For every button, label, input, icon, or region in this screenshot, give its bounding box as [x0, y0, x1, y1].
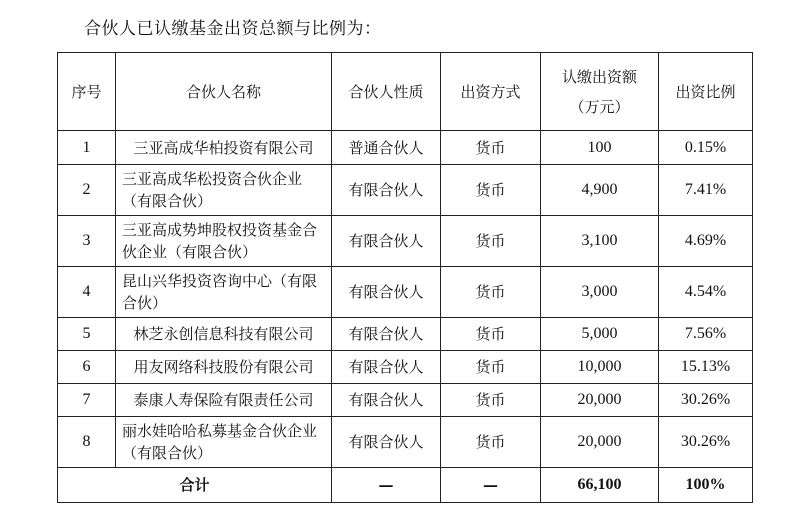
- total-method: —: [441, 468, 541, 503]
- row-amount: 3,000: [541, 267, 659, 318]
- row-method: 货币: [441, 267, 541, 318]
- row-amount: 20,000: [541, 384, 659, 417]
- partner-contribution-table: [57, 52, 753, 503]
- row-partner-name: 泰康人寿保险有限责任公司: [116, 384, 332, 417]
- row-nature: 有限合伙人: [332, 216, 441, 267]
- row-method: 货币: [441, 165, 541, 216]
- row-partner-name: 林芝永创信息科技有限公司: [116, 318, 332, 351]
- header-ratio: 出资比例: [659, 53, 753, 131]
- row-seq: 7: [58, 384, 116, 417]
- header-amount-unit: （万元）: [569, 97, 630, 116]
- row-nature: 有限合伙人: [332, 165, 441, 216]
- row-ratio: 4.54%: [659, 267, 753, 318]
- row-partner-name: 三亚高成华柏投资有限公司: [116, 131, 332, 165]
- intro-text: 合伙人已认缴基金出资总额与比例为：: [84, 19, 382, 39]
- row-method: 货币: [441, 131, 541, 165]
- header-amount: [541, 53, 659, 131]
- header-nature: 合伙人性质: [332, 53, 441, 131]
- header-name: 合伙人名称: [116, 53, 332, 131]
- row-nature: 有限合伙人: [332, 318, 441, 351]
- row-amount: 5,000: [541, 318, 659, 351]
- row-partner-name: 昆山兴华投资咨询中心（有限合伙）: [116, 267, 332, 318]
- row-method: 货币: [441, 384, 541, 417]
- total-nature: —: [332, 468, 441, 503]
- row-amount: 4,900: [541, 165, 659, 216]
- row-nature: 有限合伙人: [332, 417, 441, 468]
- row-method: 货币: [441, 351, 541, 384]
- row-partner-name: 丽水娃哈哈私募基金合伙企业（有限合伙）: [116, 417, 332, 468]
- row-seq: 4: [58, 267, 116, 318]
- row-method: 货币: [441, 216, 541, 267]
- header-amount-label: 认缴出资额: [561, 67, 637, 86]
- total-label: 合计: [58, 468, 332, 503]
- row-seq: 2: [58, 165, 116, 216]
- row-nature: 有限合伙人: [332, 351, 441, 384]
- total-row: [58, 468, 753, 503]
- row-nature: 有限合伙人: [332, 267, 441, 318]
- row-nature: 有限合伙人: [332, 384, 441, 417]
- total-amount: 66,100: [541, 468, 659, 503]
- table-row: [58, 165, 753, 216]
- row-seq: 3: [58, 216, 116, 267]
- row-ratio: 4.69%: [659, 216, 753, 267]
- row-seq: 6: [58, 351, 116, 384]
- row-seq: 5: [58, 318, 116, 351]
- row-ratio: 30.26%: [659, 417, 753, 468]
- row-ratio: 15.13%: [659, 351, 753, 384]
- table-row: [58, 131, 753, 165]
- row-method: 货币: [441, 417, 541, 468]
- table-row: [58, 216, 753, 267]
- row-partner-name: 三亚高成华松投资合伙企业（有限合伙）: [116, 165, 332, 216]
- row-amount: 10,000: [541, 351, 659, 384]
- row-partner-name: 用友网络科技股份有限公司: [116, 351, 332, 384]
- row-method: 货币: [441, 318, 541, 351]
- row-seq: 1: [58, 131, 116, 165]
- row-amount: 20,000: [541, 417, 659, 468]
- total-ratio: 100%: [659, 468, 753, 503]
- row-partner-name: 三亚高成势坤股权投资基金合伙企业（有限合伙）: [116, 216, 332, 267]
- table-row: [58, 267, 753, 318]
- table-row: [58, 384, 753, 417]
- table-row: [58, 318, 753, 351]
- table-row: [58, 351, 753, 384]
- row-ratio: 30.26%: [659, 384, 753, 417]
- header-row: [58, 53, 753, 131]
- row-nature: 普通合伙人: [332, 131, 441, 165]
- row-ratio: 0.15%: [659, 131, 753, 165]
- row-ratio: 7.41%: [659, 165, 753, 216]
- row-amount: 3,100: [541, 216, 659, 267]
- header-method: 出资方式: [441, 53, 541, 131]
- table-row: [58, 417, 753, 468]
- header-seq: 序号: [58, 53, 116, 131]
- row-seq: 8: [58, 417, 116, 468]
- row-ratio: 7.56%: [659, 318, 753, 351]
- row-amount: 100: [541, 131, 659, 165]
